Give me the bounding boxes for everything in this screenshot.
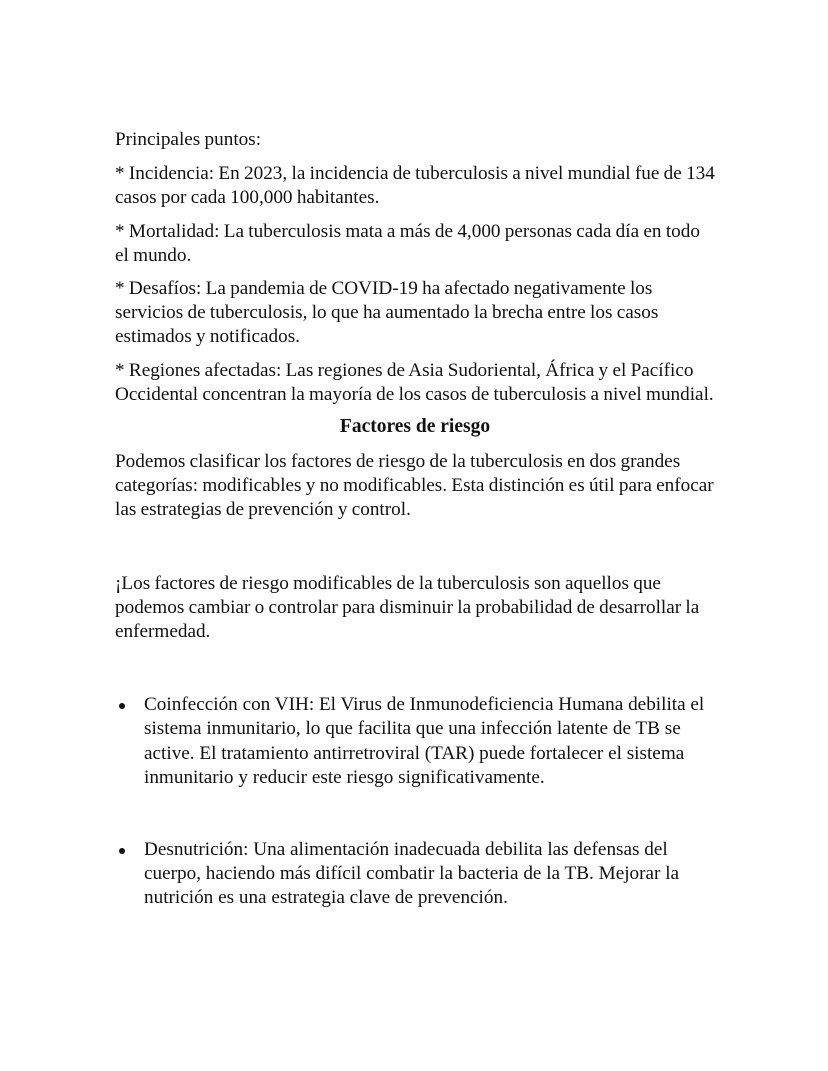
- list-item: [115, 693, 715, 790]
- list-item: [115, 838, 715, 911]
- risk-factor-text: Desnutrición: Una alimentación inadecuada debilita las defensas del cuerpo, haciendo más difícil combatir la bacteria de la TB. Mejorar la nutrición es una estrategia clave de prevención.: [144, 839, 680, 909]
- risk-factor-list: [115, 693, 715, 910]
- section-heading: Factores de riesgo: [339, 416, 491, 438]
- document-page: [115, 128, 715, 959]
- point-regiones: * Regiones afectadas: Las regiones de Asia Sudoriental, África y el Pacífico Occidental concentran la mayoría de los casos de tuberculosis a nivel mundial.: [115, 359, 714, 405]
- paragraph-classification: Podemos clasificar los factores de riesgo de la tuberculosis en dos grandes categorías: modificables y no modificables. Esta distinción es útil para enfocar las estrategias de prevención y control.: [115, 451, 714, 521]
- intro-label: Principales puntos:: [115, 129, 262, 150]
- bullet-icon: [119, 848, 125, 854]
- point-desafios: * Desafíos: La pandemia de COVID-19 ha afectado negativamente los servicios de tuberculosis, lo que ha aumentado la brecha entre los casos estimados y notificados.: [115, 278, 659, 348]
- point-mortalidad: * Mortalidad: La tuberculosis mata a más de 4,000 personas cada día en todo el mundo.: [115, 220, 700, 266]
- paragraph-modifiable-factors: ¡Los factores de riesgo modificables de la tuberculosis son aquellos que podemos cambiar o controlar para disminuir la probabilidad de desarrollar la enfermedad.: [115, 572, 700, 643]
- risk-factor-text: Coinfección con VIH: El Virus de Inmunodeficiencia Humana debilita el sistema inmunitario, lo que facilita que una infección latente de TB se active. El tratamiento antirretroviral (TAR) puede fortalecer el sistema inmunitario y reducir este riesgo significativamente.: [144, 694, 705, 788]
- bullet-icon: [119, 703, 125, 709]
- point-incidencia: * Incidencia: En 2023, la incidencia de tuberculosis a nivel mundial fue de 134 casos por cada 100,000 habitantes.: [115, 163, 715, 209]
